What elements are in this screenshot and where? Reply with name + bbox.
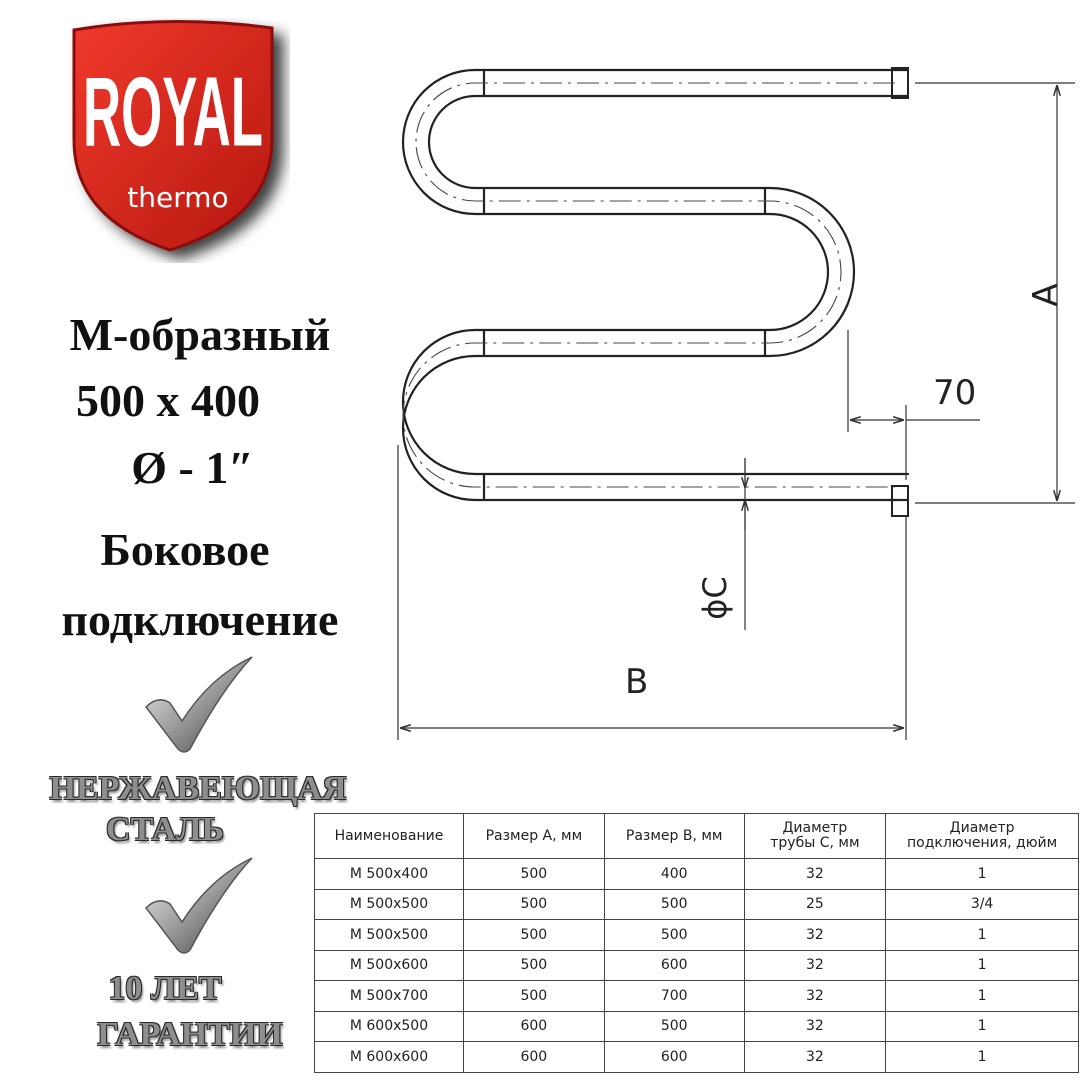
table-cell: М 500х600 xyxy=(315,950,464,981)
dimension-a-label: A xyxy=(1026,283,1066,307)
logo-subtitle: thermo xyxy=(127,181,229,214)
pipe-outline xyxy=(403,68,908,516)
header-line: трубы С, мм xyxy=(770,835,860,851)
table-cell: 32 xyxy=(744,981,886,1012)
column-header-size-b: Размер В, мм xyxy=(604,814,744,859)
table-cell: 500 xyxy=(463,889,604,920)
table-cell: 1 xyxy=(886,981,1079,1012)
table-cell: 500 xyxy=(604,1011,744,1042)
table-cell: 25 xyxy=(744,889,886,920)
table-cell: 1 xyxy=(886,1011,1079,1042)
table-cell: М 500х400 xyxy=(315,859,464,890)
dimension-c-label: ϕC xyxy=(696,576,734,620)
table-cell: 400 xyxy=(604,859,744,890)
table-cell: 700 xyxy=(604,981,744,1012)
connection-type-line2: подключение xyxy=(61,594,339,645)
table-cell: 600 xyxy=(604,950,744,981)
table-row xyxy=(315,1011,1079,1042)
table-row xyxy=(315,950,1079,981)
column-header-size-a: Размер А, мм xyxy=(463,814,604,859)
table-body xyxy=(315,859,1079,1073)
table-cell: 32 xyxy=(744,859,886,890)
table-cell: 600 xyxy=(463,1011,604,1042)
table-cell: 500 xyxy=(463,920,604,951)
check-icon xyxy=(140,856,260,956)
table-cell: 1 xyxy=(886,950,1079,981)
logo-wordmark: ROYAL xyxy=(82,57,263,167)
table-row xyxy=(315,920,1079,951)
table-row xyxy=(315,981,1079,1012)
table-cell: 500 xyxy=(463,859,604,890)
table-row xyxy=(315,859,1079,890)
table-cell: М 600х500 xyxy=(315,1011,464,1042)
table-cell: М 600х600 xyxy=(315,1042,464,1073)
pipe-centerline xyxy=(403,83,895,487)
product-size: 500 x 400 xyxy=(76,375,260,426)
table-cell: 1 xyxy=(886,920,1079,951)
column-header-pipe-diameter xyxy=(744,814,886,859)
table-header-row xyxy=(315,814,1079,859)
feature-warranty-line2: ГАРАНТИИ xyxy=(97,1016,283,1053)
product-model: М-образный xyxy=(69,309,331,360)
table-cell: 32 xyxy=(744,1011,886,1042)
table-cell: 1 xyxy=(886,859,1079,890)
dimension-offset-label: 70 xyxy=(933,373,977,413)
table-row xyxy=(315,1042,1079,1073)
feature-stainless-line2: СТАЛЬ xyxy=(106,811,224,848)
header-line: подключения, дюйм xyxy=(906,835,1058,851)
table-cell: 32 xyxy=(744,920,886,951)
table-cell: М 500х500 xyxy=(315,920,464,951)
column-header-connection-diameter xyxy=(886,814,1079,859)
table-cell: 500 xyxy=(463,950,604,981)
header-line: Диаметр xyxy=(949,820,1015,837)
table-cell: 500 xyxy=(463,981,604,1012)
connection-type-line1: Боковое xyxy=(100,524,270,575)
table-cell: 600 xyxy=(463,1042,604,1073)
table-cell: М 500х500 xyxy=(315,889,464,920)
column-header-name: Наименование xyxy=(315,814,464,859)
table-cell: 500 xyxy=(604,889,744,920)
table-cell: 1 xyxy=(886,1042,1079,1073)
product-diameter: Ø - 1″ xyxy=(131,442,254,493)
dimension-b-label: B xyxy=(625,662,649,702)
table-cell: М 500х700 xyxy=(315,981,464,1012)
spec-table xyxy=(314,813,1079,1073)
feature-stainless-line1: НЕРЖАВЕЮЩАЯ xyxy=(49,770,347,807)
header-line: Диаметр xyxy=(782,820,848,837)
feature-warranty-line1: 10 ЛЕТ xyxy=(108,970,222,1007)
table-cell: 32 xyxy=(744,1042,886,1073)
table-cell: 500 xyxy=(604,920,744,951)
table-cell: 600 xyxy=(604,1042,744,1073)
table-cell: 32 xyxy=(744,950,886,981)
table-cell: 3/4 xyxy=(886,889,1079,920)
table-row xyxy=(315,889,1079,920)
